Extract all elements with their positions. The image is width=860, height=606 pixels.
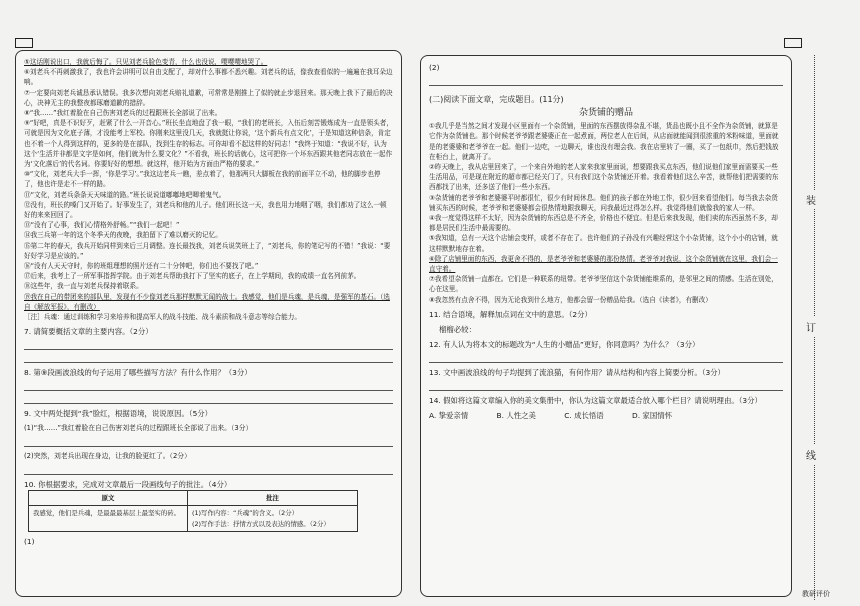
answer-line[interactable] (429, 350, 783, 363)
table-cell-original: 我感觉，他们是兵魂，是最最最基层上最坚实的砖。 (29, 506, 188, 531)
answer-line[interactable] (24, 391, 393, 404)
para-15: ⑮第二年的春天，我兵开始同样到来后三月调整。连长最找我，刘老兵说笑班上了，“刘老兵，你的笔记写的不错！”我说：“要好好学习是应该的。” (24, 241, 391, 260)
para-19: ⑲我在自己的带团来的部队里，发现有不少像刘老兵那样默默无闻的战士。我感觉，他们是兵魂，是兵魂，是强军的基石。（选自《解放军报》，有删改） (24, 292, 390, 311)
article-para-5: ⑤我知道，总有一天这个店铺会变样，或者不存在了。也许他们的子孙没有兴趣经营这个小杂货铺，这个小小的店铺，就这样默默地存在着。 (429, 234, 778, 253)
binding-strip (800, 55, 840, 600)
right-page (420, 55, 792, 597)
answer-line[interactable] (429, 73, 783, 86)
answer-line[interactable] (24, 378, 393, 391)
corner-box-left (15, 38, 33, 48)
question-9-2: (2)突然，刘老兵出现在身边，让我的脸更红了。（2分） (24, 452, 191, 461)
article-para-4: ④我一度觉得这样不太好，因为杂货铺的东西总是不齐全，价格也不便宜。但是后来我发现，他们卖的东西虽然不多，却都是居民们生活中最需要的。 (429, 214, 778, 233)
question-10-1: (1) (24, 536, 35, 546)
answer-line[interactable] (24, 462, 393, 475)
question-9-1: (1)“我……”我红着脸在自己伤害刘老兵的过程跟班长全部说了出来。（3分） (24, 424, 253, 433)
option-c[interactable]: C. 成长悟语 (564, 410, 604, 420)
option-a[interactable]: A. 挚爱亲情 (429, 410, 469, 420)
binding-char-3: 线 (806, 445, 816, 464)
left-page (15, 50, 402, 597)
para-8: ⑧“我……”我红着脸在自己伤害刘老兵的过程跟班长全部说了出来。 (24, 109, 222, 118)
question-8: 8. 第⑨段画波浪线的句子运用了哪些描写方法？有什么作用？（3分） (24, 368, 252, 378)
question-10: 10. 你根据要求，完成对文章最后一段画线句子的批注。（4分） (24, 480, 232, 490)
para-18: ⑱这些年，我一直与刘老兵保持着联系。 (24, 282, 143, 291)
question-top-2: (2) (429, 63, 440, 72)
question-14: 14. 假如将这篇文章编入你的美文集册中，你认为这篇文章最适合放入哪个栏目？请说明理由。（3分） (429, 395, 762, 405)
article-para-1: ①我几乎是当然之间才发现小区里面有一个杂货铺，里面的东西摆放得杂乱不堪，货品也既小且不全作为杂货铺，就算是它作为杂货铺也。那个时候老爷爷跟老婆婆正在一起煮面，两位老人在后间，从店面就能闻到很浓重的米粉味道，里面就是的老婆婆和老爷爷在一起。他们一边吃，一边聊天，谁也没有理会我。我在店里转了一圈，买了一包纸巾，然后把钱放在柜台上，就离开了。 (429, 122, 779, 161)
article-para-7: ⑦我希望杂货铺一直都在。它们是一种联系的纽带。老爷爷坚信这个杂货铺能维系的，是邻里之间的情感。生活在别处，心在这里。 (429, 275, 778, 294)
score-label: 教研评价 (802, 590, 830, 598)
para-6: ⑥刘老兵不再刺激我了，我也许会讲明可以自由支配了，却对什么事都不悉兴趣。刘老兵的话，像我查看似的一遍遍在我耳朵边响。 (24, 68, 393, 87)
para-9: ⑨“好吧，真是不识好歹，赶紧了什么一开音心。”班长坐直地盘了我一眼，“我们的老班长，入伍后刻苦锻炼成为一直是领头者，可就是因为文化底子薄，才没能考上军校。你刚来这里没几天，我就挺让你说，‘这个新兵有点文化’，于是知道这种信条，肯定也不着一个人得到这样的，更多的是在部队，找到生存的标志。可你却看不起这样的好同志！”我终于知道：“我说不好，认为这个‘生活并非都是文字是如何，他们就为什么要文化？”不看我，班长的话就心，这可把你一个坏东西跟其他老同志放在一起作为‘文化落后’的代名词。你要好好的想想。就这样，他开始为方面由严格的要求。” (24, 119, 393, 169)
para-5: ⑤这话刚说出口，我就后悔了。只见刘老兵脸色变青，什么也没说，嘤嘤嘤地哭了。 (24, 58, 268, 66)
answer-line[interactable] (24, 337, 393, 350)
para-12: ⑫没有，班长的嗓门又开始了。好事发生了，刘老兵和他的儿子。他们班长这一天，我也用力地咽了咽，我们都劝了这么一顿好的来来回回了。 (24, 200, 387, 220)
question-13: 13. 文中画波浪线的句子均提到了流浪猫，有何作用？请从结构和内容上简要分析。（3分） (429, 367, 725, 377)
para-14: ⑭我三兵第一年的这个冬季天的夜晚，我拍留下了难以磨灭的记忆。 (24, 231, 222, 240)
question-11: 11. 结合语境，解释加点词在文中的意思。（2分） (429, 309, 592, 319)
footnote: ［注］兵魂：通过训练和学习来培养和提高军人的战斗技能、战斗素质和战斗意志等综合能力。 (24, 313, 301, 322)
para-11: ⑪“文化，刘老兵条条天天味道的路。”班长说说道嘟嘟地吧唧着鬼气。 (24, 190, 226, 199)
option-b[interactable]: B. 人性之美 (496, 410, 536, 420)
para-13: ⑬“没有了心事，我们心情格外舒畅。”“我们一起吧！” (24, 221, 180, 230)
answer-line[interactable] (429, 378, 783, 391)
answer-line[interactable] (24, 350, 393, 363)
section-heading: (二)阅读下面文章，完成题目。(11分) (429, 95, 564, 104)
para-17: ⑰后来，我考上了一所军事指挥学院。由于刘老兵帮助我打下了坚实的底子，在上学期间，我的成绩一直名列前茅。 (24, 272, 361, 281)
annotation-table (28, 490, 358, 532)
table-header-annotation: 批注 (188, 491, 358, 506)
article-para-8: ⑧我忽然有点舍不得，因为无论我到什么地方，他都会留一份赠品给我。（选自《读者》，有删改） (429, 295, 712, 304)
para-10: ⑩“文化，刘老兵大手一挥，‘你是学习’。”我这边老兵一瞧，差点着了，他那两只大脚板在我的前面平立不动，他的脚步也停了，他也许是走不一样的路。 (24, 170, 381, 189)
para-16: ⑯“没有人天天守时，你的班组理想的照片还有二十分钟吧，你们也不要找了吧。” (24, 262, 259, 271)
para-7: ⑦一定要向刘老兵诚恳承认错误。我多次想向刘老兵赔礼道歉，可常常是刚推上了似的就止步退回来。那天晚上我下了最后的决心，决神无主的我整夜都琢磨道歉的措辞。 (24, 88, 393, 107)
binding-char-2: 订 (806, 317, 816, 336)
table-header-original: 原文 (29, 491, 188, 506)
corner-box-right (784, 38, 802, 48)
article-para-6: ⑥除了店铺里面的东西，我更舍不得的，是老爷爷和老婆婆的那份热情。老爷爷对我说，这个杂货铺就在这里，我们会一直守着。 (429, 254, 778, 274)
table-cell-annotation: (1)写作内容：“兵魂”的含义。（2分） (2)写作手法：抒情方式以及表达的情感。（2分） (188, 506, 358, 531)
binding-char-1: 装 (806, 190, 816, 209)
article-para-3: ③杂货铺的老爷爷和老婆婆平时都很忙，很少有时间休息。他们的孩子都在外地工作，很少回来看望他们。每当我去杂货铺买东西的时候，老爷爷和老婆婆都会很热情地跟我聊天，问我最近过得怎么样。我觉得他们就像我的家人一样。 (429, 193, 778, 212)
option-d[interactable]: D. 家国情怀 (632, 410, 672, 420)
options-row (429, 410, 783, 421)
article-para-2: ②昨天晚上，我从店里回来了，一个来自外地的老人家来我家里面说，想要跟我买点东西，他们说他们家里面需要买一些生活用品，可是现在附近的超市都已经关门了，只有我们这个杂货铺还开着。我看着他们这么辛苦，就帮他们把需要的东西都找了出来，还多送了他们一些小东西。 (429, 163, 779, 192)
answer-line[interactable] (24, 434, 393, 447)
question-12: 12. 有人认为将本文的标题改为“人生的小赠品”更好，你同意吗？为什么？（3分） (429, 339, 700, 349)
question-7: 7. 请简要概括文章的主要内容。（2分） (24, 327, 153, 337)
question-11-word: 榴榴必较： (439, 324, 476, 334)
question-9: 9. 文中两处提到“我”脸红，根据语境，说说原因。（5分） (24, 409, 213, 419)
article-title: 杂货铺的赠品 (578, 108, 633, 118)
